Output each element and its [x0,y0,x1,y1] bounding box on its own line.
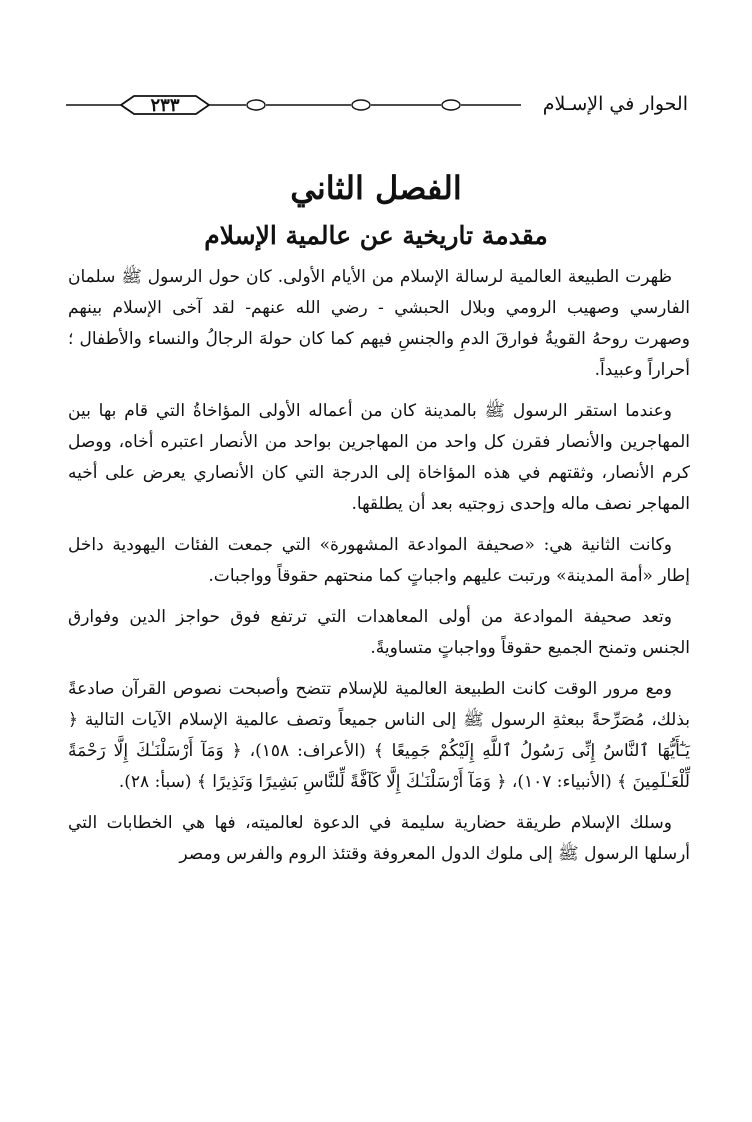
paragraph-2: وعندما استقر الرسول ﷺ بالمدينة كان من أعماله الأولى المؤاخاةُ التي قام بها بين المهاجرين والأنصار فقرن كل واحد من المهاجرين بواحد من الأنصار اعتبره أخاه، ووصل كرم الأنصار، وثقتهم في هذه المؤاخاة إلى الدرجة التي كان الأنصاري يعرض على أخيه المهاجر نصف ماله وإحدى زوجتيه بعد أن يطلقها. [68,401,690,514]
header-ornament [66,90,526,120]
running-title: الحوار في الإسـلام [542,93,688,115]
paragraph-6: وسلك الإسلام طريقة حضارية سليمة في الدعوة لعالميته، فها هي الخطابات التي أرسلها الرسول ﷺ إلى ملوك الدول المعروفة وقتئذ الروم والفرس ومصر [68,813,690,864]
running-header [66,90,688,130]
chapter-title: الفصل الثاني [290,169,462,207]
paragraph-4: وتعد صحيفة الموادعة من أولى المعاهدات التي ترتفع فوق حواجز الدين وفوارق الجنس وتمنح الجميع حقوقاً وواجباتٍ متساويةً. [68,607,690,658]
chapter-subtitle: مقدمة تاريخية عن عالمية الإسلام [204,221,548,250]
paragraph-5: ومع مرور الوقت كانت الطبيعة العالمية للإسلام تتضح وأصبحت نصوص القرآن صادعةً بذلك، مُصَرِّحةً ببعثةِ الرسول ﷺ إلى الناس جميعاً وتصف عالمية الإسلام الآيات التالية ﴿ يَـٰٓأَيُّهَا ٱلنَّاسُ إِنِّى رَسُولُ ٱللَّهِ إِلَيْكُمْ جَمِيعًا ﴾ (الأعراف: ١٥٨)، ﴿ وَمَآ أَرْسَلْنَـٰكَ إِلَّا رَحْمَةً لِّلْعَـٰلَمِينَ ﴾ (الأنبياء: ١٠٧)، ﴿ وَمَآ أَرْسَلْنَـٰكَ إِلَّا كَآفَّةً لِّلنَّاسِ بَشِيرًا وَنَذِيرًا ﴾ (سبأ: ٢٨). [68,679,690,792]
paragraph-1: ظهرت الطبيعة العالمية لرسالة الإسلام من الأيام الأولى. كان حول الرسول ﷺ سلمان الفارسي وصهيب الرومي وبلال الحبشي - رضي الله عنهم- لقد آخى الإسلام بينهم وصهرت روحهُ القويةُ فوارقَ الدمِ والجنسِ فيهم كما كان حولهَ الرجالُ والنساء والأطفال ؛ أحراراً وعبيداً. [68,267,690,380]
page-number: ٢٣٣ [150,95,180,116]
paragraph-3: وكانت الثانية هي: «صحيفة الموادعة المشهورة» التي جمعت الفئات اليهودية داخل إطار «أمة المدينة» ورتبت عليهم واجباتٍ كما منحتهم حقوقاً وواجبات. [68,535,690,586]
body-text [68,262,690,880]
